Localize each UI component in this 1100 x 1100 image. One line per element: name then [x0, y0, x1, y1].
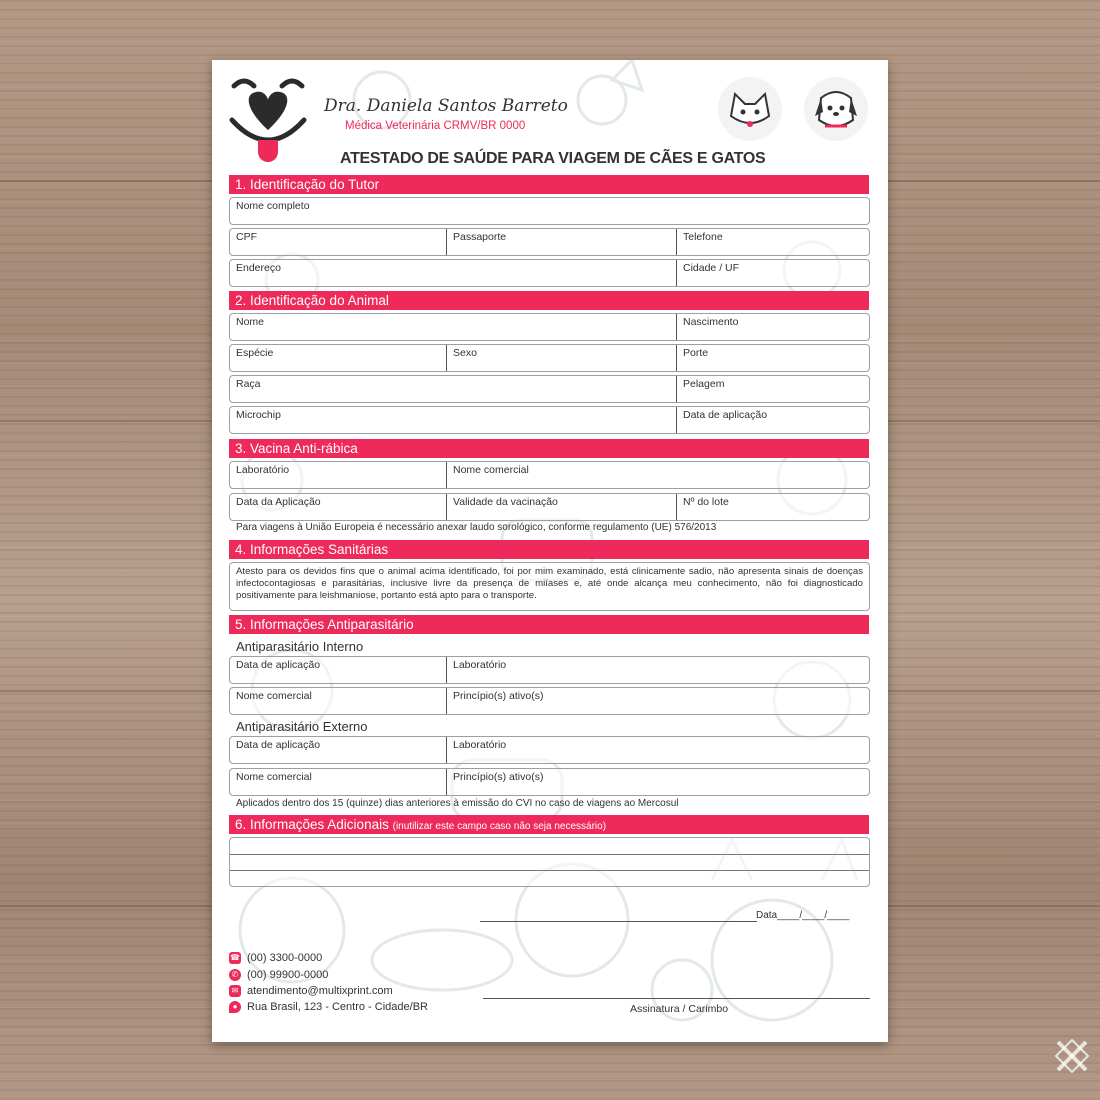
- field-label: Princípio(s) ativo(s): [453, 771, 544, 783]
- email-icon: ✉: [229, 985, 241, 997]
- field-interno-data[interactable]: [230, 657, 446, 683]
- date-label[interactable]: Data____/____/____: [756, 910, 850, 921]
- field-label: Nascimento: [683, 316, 739, 328]
- signature-line[interactable]: [483, 998, 870, 999]
- field-interno-laboratorio[interactable]: [446, 657, 869, 683]
- field-label: Passaporte: [453, 231, 507, 243]
- field-interno-principio[interactable]: [446, 688, 869, 714]
- field-microchip[interactable]: [230, 407, 676, 433]
- field-data-aplicacao-chip[interactable]: [676, 407, 869, 433]
- field-label: Raça: [236, 378, 261, 390]
- vaccine-note: Para viagens à União Europeia é necessário anexar laudo sorológico, conforme regulamento (UE) 576/2013: [236, 522, 717, 533]
- doctor-role: Médica Veterinária CRMV/BR 0000: [345, 120, 526, 132]
- field-data-aplicacao-vacina[interactable]: [230, 494, 446, 520]
- location-icon: ●: [229, 1001, 241, 1013]
- field-label: Data de aplicação: [236, 659, 321, 671]
- page-title: ATESTADO DE SAÚDE PARA VIAGEM DE CÃES E GATOS: [340, 150, 766, 167]
- antiparasitario-interno-heading: Antiparasitário Interno: [236, 639, 364, 654]
- health-statement-text: Atesto para os devidos fins que o animal acima identificado, foi por mim examinado, está clinicamente sadio, não apresenta sinais de doenças infectocontagiosas e parasitárias, inclusive livre da presença de miíases e, até onde alcança meu conhecimento, não foi diagnosticado positivamente para leishmaniose, portanto está apto para o transporte.: [236, 566, 863, 601]
- field-cidade-uf[interactable]: [676, 260, 869, 286]
- antiparasitario-externo-heading: Antiparasitário Externo: [236, 719, 368, 734]
- field-laboratorio-vacina[interactable]: [230, 462, 446, 488]
- cat-badge-icon: [717, 76, 783, 142]
- antiparasitario-note: Aplicados dentro dos 15 (quinze) dias anteriores à emissão do CVI no caso de viagens ao Mercosul: [236, 798, 679, 809]
- date-line: [480, 921, 757, 922]
- row-raca: [229, 375, 870, 403]
- row-data-vacina: [229, 493, 870, 521]
- section-6-title-text: 6. Informações Adicionais: [235, 817, 389, 832]
- field-porte[interactable]: [676, 345, 869, 371]
- field-label: Microchip: [236, 409, 281, 421]
- section-3-title: 3. Vacina Anti-rábica: [229, 439, 869, 458]
- contact-email: [229, 984, 393, 998]
- section-2-title: 2. Identificação do Animal: [229, 291, 869, 310]
- dog-badge-icon: [803, 76, 869, 142]
- section-4-title: 4. Informações Sanitárias: [229, 540, 869, 559]
- contact-whatsapp: [229, 968, 328, 982]
- doctor-name: Dra. Daniela Santos Barreto: [324, 96, 568, 116]
- field-label: Pelagem: [683, 378, 725, 390]
- field-label: Data da Aplicação: [236, 496, 321, 508]
- field-raca[interactable]: [230, 376, 676, 402]
- field-label: Nome completo: [236, 200, 310, 212]
- row-interno-1: [229, 656, 870, 684]
- row-cpf-passaporte-telefone: [229, 228, 870, 256]
- phone-icon: ☎: [230, 953, 240, 963]
- field-label: Validade da vacinação: [453, 496, 558, 508]
- line: [230, 854, 869, 855]
- field-telefone[interactable]: [676, 229, 869, 255]
- row-externo-1: [229, 736, 870, 764]
- field-especie[interactable]: [230, 345, 446, 371]
- address-text: Rua Brasil, 123 - Centro - Cidade/BR: [247, 1001, 428, 1013]
- line: [230, 870, 869, 871]
- field-label: Espécie: [236, 347, 274, 359]
- row-externo-2: [229, 768, 870, 796]
- field-externo-nome-comercial[interactable]: [230, 769, 446, 795]
- email-text: atendimento@multixprint.com: [247, 985, 393, 997]
- whatsapp-text: (00) 99900-0000: [247, 969, 329, 981]
- field-nome-animal[interactable]: [230, 314, 676, 340]
- field-externo-laboratorio[interactable]: [446, 737, 869, 763]
- field-passaporte[interactable]: [446, 229, 676, 255]
- row-especie: [229, 344, 870, 372]
- phone-text: (00) 3300-0000: [247, 952, 323, 964]
- row-microchip: [229, 406, 870, 434]
- section-5-title: 5. Informações Antiparasitário: [229, 615, 869, 634]
- field-label: CPF: [236, 231, 257, 243]
- field-nascimento[interactable]: [676, 314, 869, 340]
- field-label: Nº do lote: [683, 496, 729, 508]
- contact-address: [229, 1000, 428, 1014]
- row-nome-animal: [229, 313, 870, 341]
- field-endereco[interactable]: [230, 260, 676, 286]
- section-1-title: 1. Identificação do Tutor: [229, 175, 869, 194]
- field-label: Nome comercial: [453, 464, 529, 476]
- health-statement: [229, 562, 870, 611]
- additional-info-field[interactable]: [229, 837, 870, 887]
- field-label: Princípio(s) ativo(s): [453, 690, 544, 702]
- field-label: Data de aplicação: [683, 409, 768, 421]
- field-label: Telefone: [683, 231, 723, 243]
- field-label: Nome comercial: [236, 771, 312, 783]
- field-label: Data de aplicação: [236, 739, 321, 751]
- contact-phone: [229, 951, 322, 965]
- field-numero-lote[interactable]: [676, 494, 869, 520]
- field-label: Sexo: [453, 347, 477, 359]
- whatsapp-icon: ✆: [229, 969, 241, 981]
- field-label: Laboratório: [453, 739, 507, 751]
- section-6-note: (inutilizar este campo caso não seja necessário): [392, 821, 607, 832]
- field-label: Porte: [683, 347, 709, 359]
- signature-label: Assinatura / Carimbo: [630, 1003, 729, 1015]
- field-label: Cidade / UF: [683, 262, 740, 274]
- field-label: Laboratório: [236, 464, 290, 476]
- field-validade-vacinacao[interactable]: [446, 494, 676, 520]
- field-nome-comercial-vacina[interactable]: [446, 462, 869, 488]
- field-sexo[interactable]: [446, 345, 676, 371]
- field-cpf[interactable]: [230, 229, 446, 255]
- section-6-title: [229, 815, 869, 834]
- row-endereco: [229, 259, 870, 287]
- field-label: Laboratório: [453, 659, 507, 671]
- field-label: Endereço: [236, 262, 281, 274]
- field-label: Nome comercial: [236, 690, 312, 702]
- field-externo-data[interactable]: [230, 737, 446, 763]
- field-label: Nome: [236, 316, 265, 328]
- multix-logo-icon: [1052, 1036, 1092, 1076]
- field-nome-completo[interactable]: [229, 197, 870, 225]
- field-interno-nome-comercial[interactable]: [230, 688, 446, 714]
- field-pelagem[interactable]: [676, 376, 869, 402]
- row-laboratorio-vacina: [229, 461, 870, 489]
- certificate-sheet: [212, 60, 888, 1042]
- dog-logo-icon: [226, 70, 310, 170]
- field-externo-principio[interactable]: [446, 769, 869, 795]
- row-interno-2: [229, 687, 870, 715]
